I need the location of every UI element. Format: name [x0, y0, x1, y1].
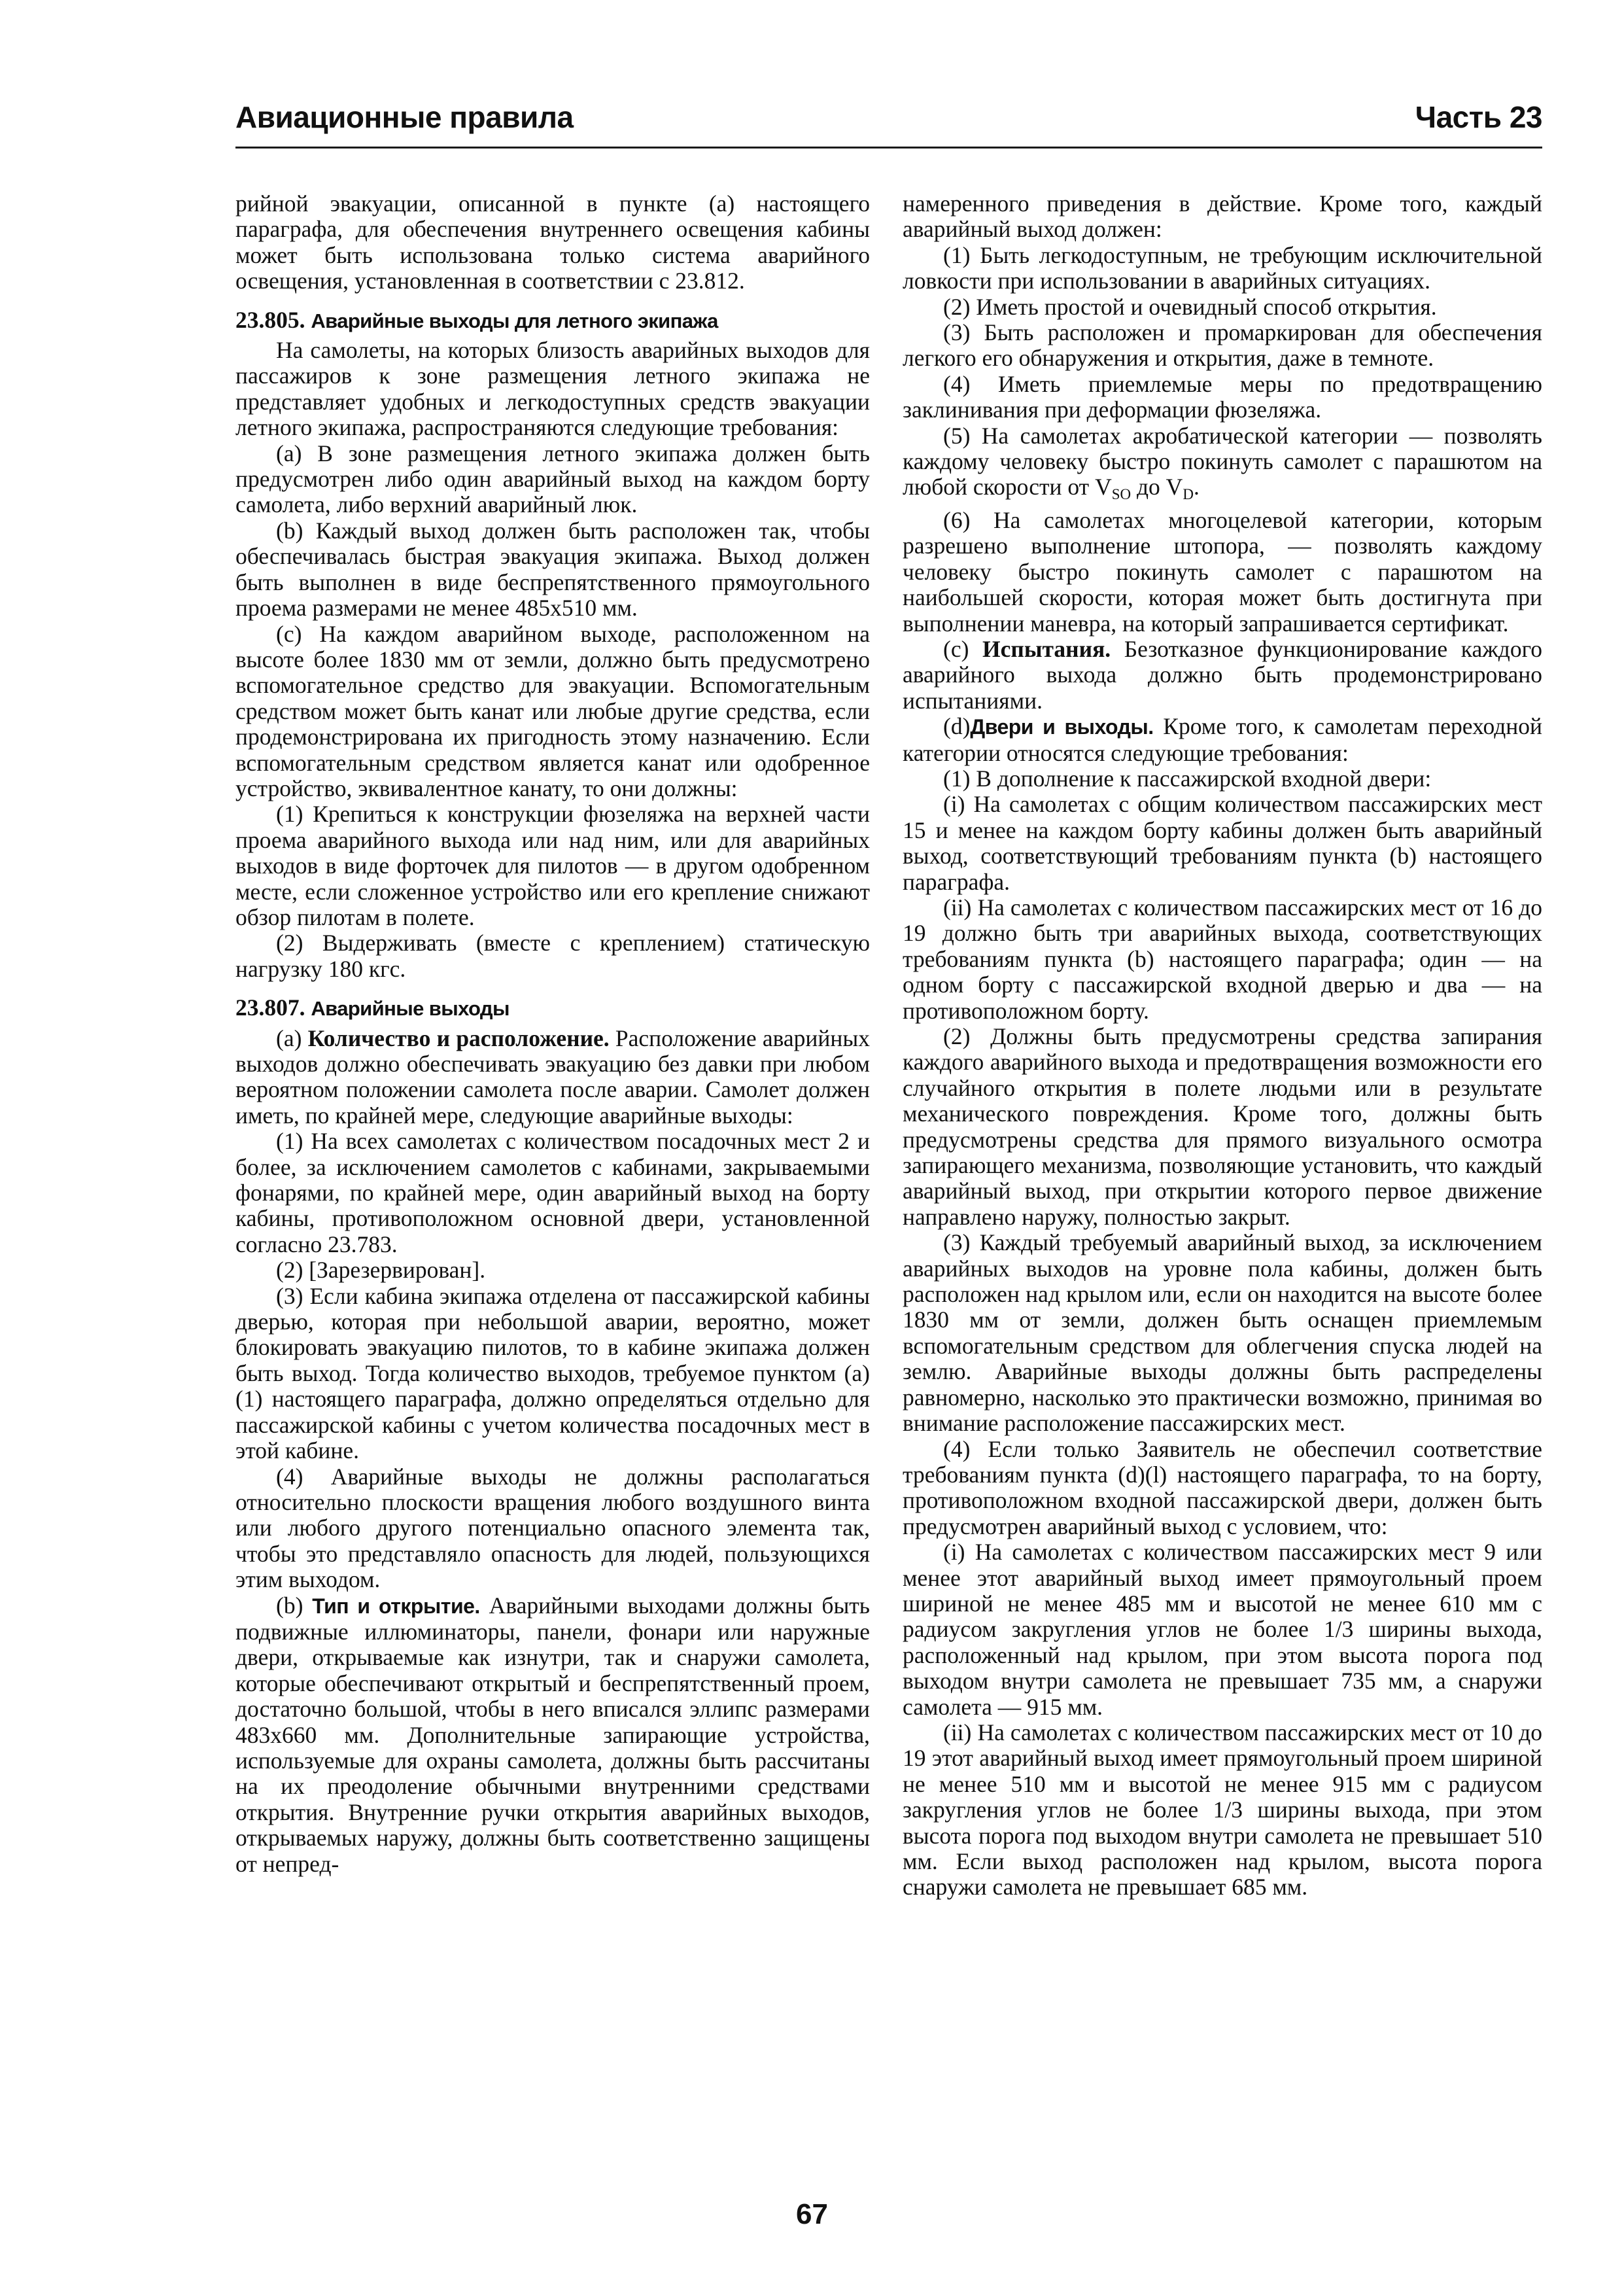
section-title: Аварийные выходы для летного экипажа [311, 309, 718, 332]
paragraph-a4: (4) Аварийные выходы не должны располагаться относительно плоскости вращения любого воздушного винта или любого другого потенциально опасного элемента так, чтобы это представляло опасность для людей, пользующихся этим выходом. [235, 1463, 870, 1593]
item-label: (b) [276, 1592, 303, 1619]
right-column [903, 191, 1542, 1901]
item-text-end: . [1193, 474, 1200, 500]
paragraph-a2: (2) [Зарезервирован]. [276, 1257, 486, 1284]
paragraph-a [235, 1026, 870, 1129]
paragraph-intro: На самолеты, на которых близость аварийных выходов для пассажиров к зоне размещения летного экипажа не представляет удобных и легкодоступных средств эвакуации летного экипажа, распространяются следующие требования: [235, 337, 870, 441]
subscript-so: SO [1111, 486, 1132, 503]
paragraph-d [903, 714, 1542, 766]
paragraph-c [903, 637, 1542, 714]
paragraph-d3: (3) Каждый требуемый аварийный выход, за исключением аварийных выходов на уровне пола кабины, должен быть расположен над крылом или, если он находится на высоте более 1830 мм от земли, должен быть оснащен приемлемым вспомогательным средством для облегчения спуска людей на землю. Аварийные выходы должны быть распределены равномерно, насколько это практически возможно, принимая во внимание расположение пассажирских мест. [903, 1229, 1542, 1437]
continued-paragraph: намеренного приведения в действие. Кроме того, каждый аварийный выход должен: [903, 190, 1542, 243]
header-title: Авиационные правила [235, 100, 574, 134]
paragraph-b5 [903, 423, 1542, 508]
item-text-mid: до V [1131, 474, 1183, 500]
subscript-d: D [1183, 486, 1194, 503]
item-text: Безотказное функционирование каждого аварийного выхода должно быть продемонстрировано испытаниями. [903, 635, 1542, 714]
paragraph-c2: (2) Выдерживать (вместе с креплением) статическую нагрузку 180 кгс. [235, 930, 870, 982]
left-column [235, 191, 870, 1877]
continued-paragraph: рийной эвакуации, описанной в пункте (а) настоящего параграфа, для обеспечения внутреннего освещения кабины может быть использована только система аварийного освещения, установленная в соответствии с 23.812. [235, 190, 870, 294]
paragraph-b: (b) Каждый выход должен быть расположен так, чтобы обеспечивалась быстрая эвакуация экипажа. Выход должен быть выполнен в виде беспрепятственного прямоугольного проема размерами не менее 485х510 мм. [235, 517, 870, 622]
paragraph-b [235, 1593, 870, 1877]
paragraph-b2: (2) Иметь простой и очевидный способ открытия. [943, 293, 1437, 320]
item-title: Испытания. [982, 635, 1111, 662]
section-heading-23-805 [235, 307, 870, 334]
item-title: Двери и выходы. [970, 715, 1154, 739]
item-text: Расположение аварийных выходов должно обеспечивать эвакуацию без давки при любом вероятном положении самолета после аварии. Самолет должен иметь, по крайней мере, следующие аварийные выходы: [235, 1025, 870, 1129]
item-label: (с) [943, 635, 969, 662]
paragraph-d1-i: (i) На самолетах с общим количеством пассажирских мест 15 и менее на каждом борту кабины должен быть аварийный выход, соответствующий требованиям пункта (b) настоящего параграфа. [903, 791, 1542, 895]
item-label: (d) [943, 713, 971, 740]
item-text: Аварийными выходами должны быть подвижные иллюминаторы, панели, фонари или наружные двери, открываемые как изнутри, так и снаружи самолета, которые обеспечивают открытый и беспрепятственный проем, достаточно большой, чтобы в него вписался эллипс размерами 483х660 мм. Дополнительные запирающие устройства, используемые для охраны самолета, должны быть рассчитаны на их преодоление обычными внутренними средствами открытия. Внутренние ручки открытия аварийных выходов, открываемых наружу, должны быть соответственно защищены от непред- [235, 1592, 871, 1877]
section-number: 23.807. [235, 994, 305, 1021]
paragraph-c: (с) На каждом аварийном выходе, расположенном на высоте более 1830 мм от земли, должно быть предусмотрено вспомогательное средство для эвакуации. Вспомогательным средством может быть канат или любые другие средства, если продемонстрирована их пригодность этому назначению. Если вспомогательным средством является канат или одобренное устройство, эквивалентное канату, то они должны: [235, 620, 870, 801]
paragraph-c1: (1) Крепиться к конструкции фюзеляжа на верхней части проема аварийного выхода или над ним, или для аварийных выходов в виде форточек для пилотов — в другом одобренном месте, если сложенное устройство или его крепление снижают обзор пилотам в полете. [235, 801, 870, 930]
item-title: Тип и открытие. [312, 1594, 480, 1618]
paragraph-d4: (4) Если только Заявитель не обеспечил соответствие требованиям пункта (d)(l) настоящего параграфа, то на борту, противоположном входной пассажирской двери, должен быть предусмотрен аварийный выход с условием, что: [903, 1435, 1542, 1539]
paragraph-d2: (2) Должны быть предусмотрены средства запирания каждого аварийного выхода и предотвращения возможности его случайного открытия в полете людьми или в результате механического повреждения. Кроме того, должны быть предусмотрены средства для прямого визуального осмотра запирающего механизма, позволяющие установить, что каждый аварийный выход, при открытии которого первое движение направлено наружу, полностью закрыт. [903, 1023, 1542, 1230]
paragraph-b1: (1) Быть легкодоступным, не требующим исключительной ловкости при использовании в аварийных ситуациях. [903, 241, 1542, 294]
section-title: Аварийные выходы [311, 997, 510, 1021]
running-header [235, 98, 1542, 149]
section-heading-23-807 [235, 995, 870, 1021]
paragraph-d1: (1) В дополнение к пассажирской входной двери: [943, 765, 1432, 792]
paragraph-d1-ii: (ii) На самолетах с количеством пассажирских мест от 16 до 19 должно быть три аварийных выхода, соответствующих требованиям пункта (b) настоящего параграфа; один — на одном борту с пассажирской входной дверью и два — на противоположном борту. [903, 894, 1542, 1024]
paragraph-b4: (4) Иметь приемлемые меры по предотвращению заклинивания при деформации фюзеляжа. [903, 370, 1542, 423]
section-number: 23.805. [235, 306, 305, 333]
paragraph-a3: (3) Если кабина экипажа отделена от пассажирской кабины дверью, которая при небольшой аварии, вероятно, может блокировать эвакуацию пилотов, то в кабине экипажа должен быть выход. Тогда количество выходов, требуемое пунктом (а)(1) настоящего параграфа, должно определяться отдельно для пассажирской кабины с учетом количества посадочных мест в этой кабине. [235, 1282, 870, 1464]
page-number: 67 [796, 2198, 828, 2230]
item-text: (5) На самолетах акробатической категории — позволять каждому человеку быстро покинуть самолет с парашютом на любой скорости от V [903, 422, 1542, 500]
paragraph-d4-ii: (ii) На самолетах с количеством пассажирских мест от 10 до 19 этот аварийный выход имеет прямоугольный проем шириной не менее 510 мм и высотой не менее 915 мм с радиусом закругления углов не более 1/3 ширины выхода, при этом высота порога под выходом внутри самолета не превышает 510 мм. Если выход расположен над крылом, высота порога снаружи самолета не превышает 685 мм. [903, 1719, 1542, 1901]
header-part: Часть 23 [1415, 100, 1542, 134]
paragraph-a: (а) В зоне размещения летного экипажа должен быть предусмотрен либо один аварийный выход на каждом борту самолета, либо верхний аварийный люк. [235, 440, 870, 518]
paragraph-b3: (3) Быть расположен и промаркирован для обеспечения легкого его обнаружения и открытия, даже в темноте. [903, 319, 1542, 372]
paragraph-d4-i: (i) На самолетах с количеством пассажирских мест 9 или менее этот аварийный выход имеет прямоугольный проем шириной не менее 485 мм и высотой не менее 610 мм с радиусом закругления углов не более 1/3 ширины выхода, расположенный над крылом, при этом высота порога под выходом внутри самолета не превышает 735 мм, а снаружи самолета — 915 мм. [903, 1539, 1542, 1720]
item-label: (а) [276, 1025, 302, 1051]
paragraph-a1: (1) На всех самолетах с количеством посадочных мест 2 и более, за исключением самолетов с кабинами, закрываемыми фонарями, по крайней мере, один аварийный выход на борту кабины, противоположном основной двери, установленной согласно 23.783. [235, 1128, 870, 1257]
item-text: Кроме того, к самолетам переходной категории относятся следующие требования: [903, 713, 1542, 766]
item-title: Количество и расположение. [307, 1025, 610, 1051]
paragraph-b6: (6) На самолетах многоцелевой категории, которым разрешено выполнение штопора, — позволять каждому человеку быстро покинуть самолет с парашютом на наибольшей скорости, которая может быть достигнута при выполнении маневра, на который запрашивается сертификат. [903, 506, 1542, 637]
